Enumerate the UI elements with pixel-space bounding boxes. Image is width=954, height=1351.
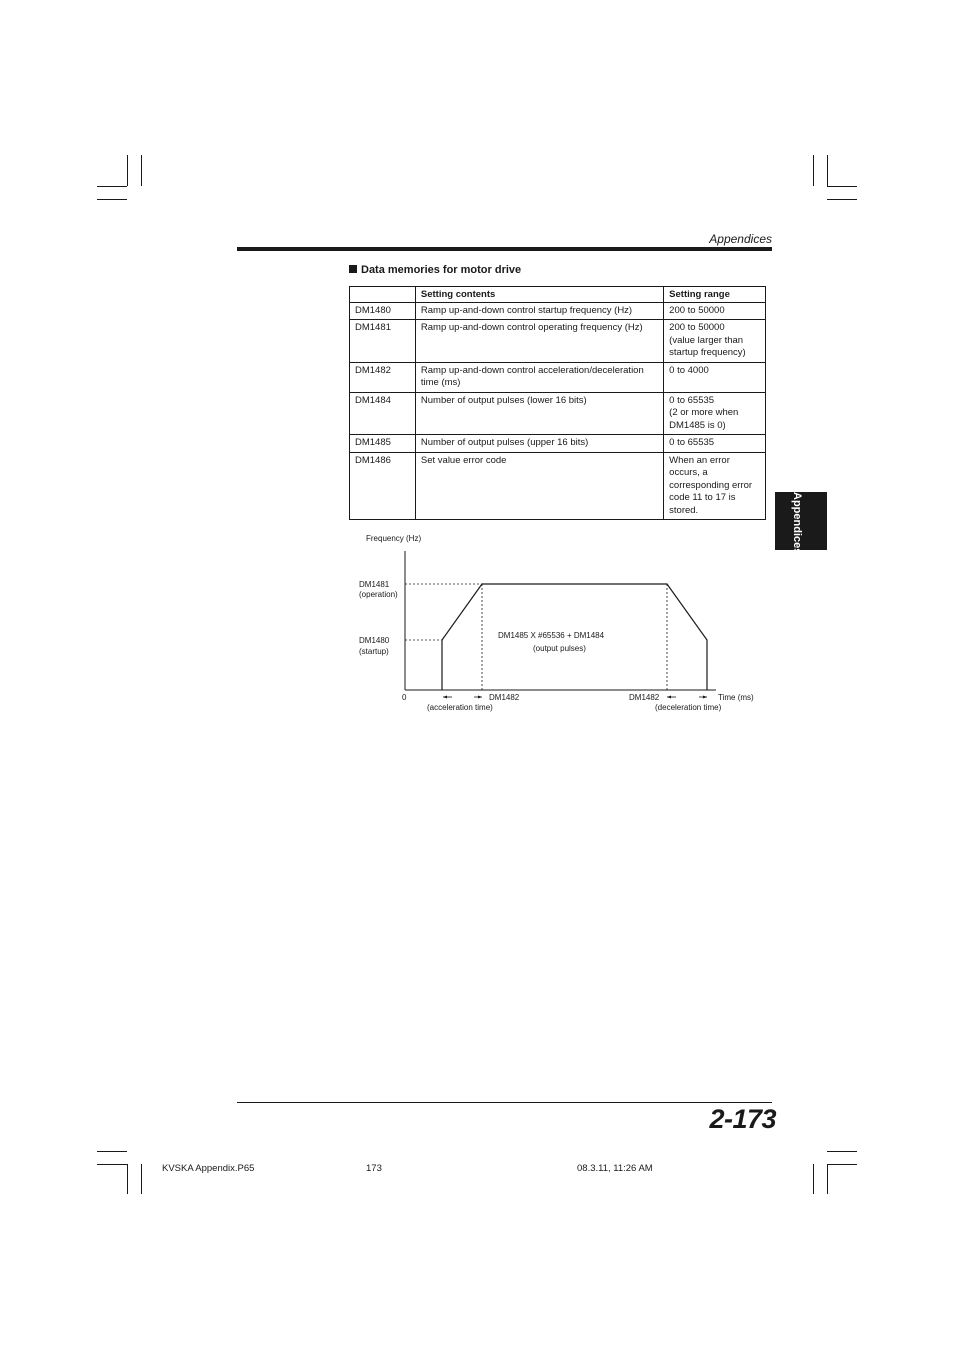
- range-line: (2 or more when: [669, 407, 739, 418]
- page-number: 2-173: [709, 1104, 776, 1134]
- x-axis-label: Time (ms): [718, 693, 754, 702]
- range-line: 200 to 50000: [669, 322, 725, 333]
- range-line: 200 to 50000: [669, 304, 725, 316]
- footer-file-name: KVSKA Appendix.P65: [162, 1163, 255, 1174]
- dm-cell: DM1485: [350, 435, 416, 453]
- range-line: (value larger than: [669, 334, 744, 346]
- arrow-right-icon: [478, 696, 482, 699]
- arrow-left-icon: [443, 696, 447, 699]
- footer-sheet-number: 173: [366, 1163, 382, 1174]
- footer-timestamp: 08.3.11, 11:26 AM: [577, 1163, 653, 1174]
- range-line: startup frequency): [669, 347, 746, 358]
- pulses-label: (output pulses): [533, 644, 586, 653]
- arrow-right-icon: [703, 696, 707, 699]
- dm-cell: DM1484: [350, 392, 416, 435]
- startup-label-text: (startup): [359, 647, 389, 656]
- footer-rule: [237, 1102, 772, 1103]
- operation-label-text: (operation): [359, 590, 398, 599]
- range-line: 0 to 4000: [669, 364, 709, 376]
- side-tab-label: Appendices: [791, 492, 803, 555]
- arrow-left-icon: [667, 696, 671, 699]
- pulses-formula: DM1485 X #65536 + DM1484: [498, 631, 605, 640]
- dm-cell: DM1486: [350, 452, 416, 520]
- range-line: code 11 to 17 is: [669, 492, 736, 503]
- range-line: corresponding error: [669, 479, 753, 491]
- running-header: Appendices: [709, 232, 772, 246]
- section-title-text: Data memories for motor drive: [361, 264, 522, 276]
- contents-cell: Number of output pulses (upper 16 bits): [415, 435, 663, 453]
- dm-cell: DM1482: [350, 362, 416, 392]
- header-setting-range: Setting range: [664, 287, 766, 303]
- accel-dm-label: DM1482: [489, 693, 520, 702]
- y-axis-label: Frequency (Hz): [366, 534, 422, 543]
- range-line: DM1485 is 0): [669, 419, 726, 431]
- origin-label: 0: [402, 693, 407, 702]
- range-line: When an error: [669, 454, 730, 466]
- accel-time-label: (acceleration time): [427, 703, 493, 712]
- decel-time-label: (deceleration time): [655, 703, 722, 712]
- range-line: 0 to 65535: [669, 437, 715, 448]
- dm-cell: DM1481: [350, 320, 416, 363]
- range-line: occurs, a: [669, 467, 708, 478]
- decel-dm-label: DM1482: [629, 693, 660, 702]
- dm-cell: DM1480: [350, 302, 416, 320]
- contents-cell: Number of output pulses (lower 16 bits): [415, 392, 663, 435]
- contents-cell: Ramp up-and-down control startup frequency (Hz): [415, 302, 663, 320]
- header-setting-contents: Setting contents: [415, 287, 663, 303]
- range-line: stored.: [669, 504, 699, 516]
- contents-cell: Ramp up-and-down control operating frequency (Hz): [415, 320, 663, 363]
- contents-cell: Set value error code: [415, 452, 663, 520]
- startup-label-dm: DM1480: [359, 636, 390, 645]
- contents-cell: Ramp up-and-down control acceleration/deceleration time (ms): [415, 362, 663, 392]
- operation-label-dm: DM1481: [359, 580, 390, 589]
- range-line: 0 to 65535: [669, 394, 715, 406]
